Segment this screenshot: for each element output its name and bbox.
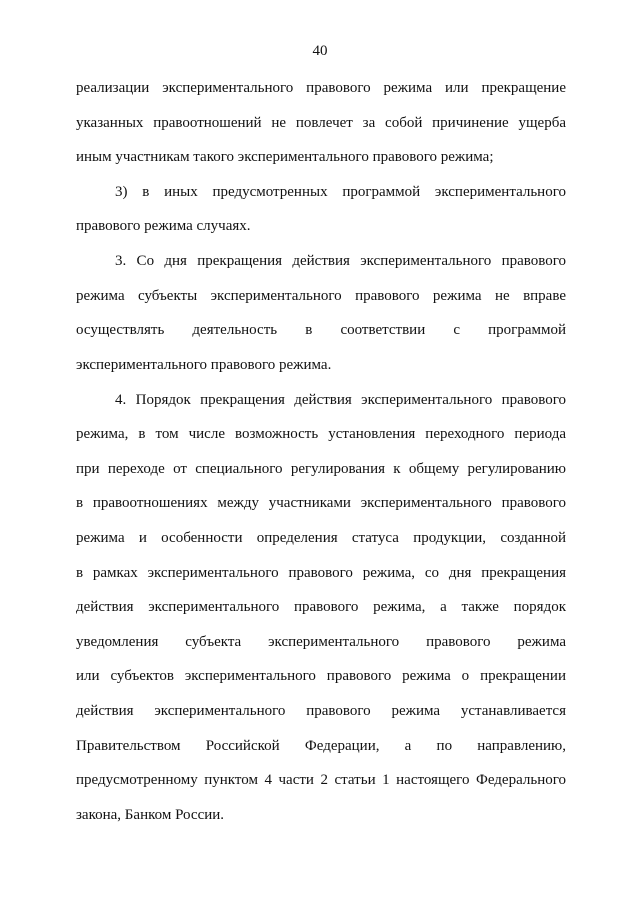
text-line: Правительством Российской Федерации, а по направлению,: [76, 738, 566, 754]
page-number: 40: [312, 43, 328, 59]
text-line: действия экспериментального правового режима устанавливается: [76, 703, 566, 719]
text-line: иным участникам такого экспериментального правового режима;: [76, 149, 494, 165]
text-line: режима и особенности определения статуса продукции, созданной: [76, 530, 566, 546]
text-line: в рамках экспериментального правового режима, со дня прекращения: [76, 565, 566, 581]
text-line: или субъектов экспериментального правового режима о прекращении: [76, 668, 566, 684]
text-line: закона, Банком России.: [76, 807, 225, 823]
text-line: правового режима случаях.: [76, 218, 251, 234]
text-line: действия экспериментального правового режима, а также порядок: [76, 599, 566, 615]
text-line: в правоотношениях между участниками экспериментального правового: [76, 495, 566, 511]
text-line: режима, в том числе возможность установления переходного периода: [76, 426, 566, 442]
text-line: режима субъекты экспериментального правового режима не вправе: [76, 288, 566, 304]
text-line: осуществлять деятельность в соответствии с программой: [76, 322, 566, 338]
text-line: 3) в иных предусмотренных программой экспериментального: [115, 184, 566, 200]
text-line: реализации экспериментального правового режима или прекращение: [76, 80, 566, 96]
text-line: уведомления субъекта экспериментального правового режима: [76, 634, 566, 650]
text-line: указанных правоотношений не повлечет за собой причинение ущерба: [76, 115, 566, 131]
text-line: при переходе от специального регулирования к общему регулированию: [76, 461, 566, 477]
text-line: предусмотренному пунктом 4 части 2 статьи 1 настоящего Федерального: [76, 772, 566, 788]
text-line: 4. Порядок прекращения действия экспериментального правового: [115, 392, 566, 408]
text-line: экспериментального правового режима.: [76, 357, 332, 373]
text-line: 3. Со дня прекращения действия экспериментального правового: [115, 253, 566, 269]
